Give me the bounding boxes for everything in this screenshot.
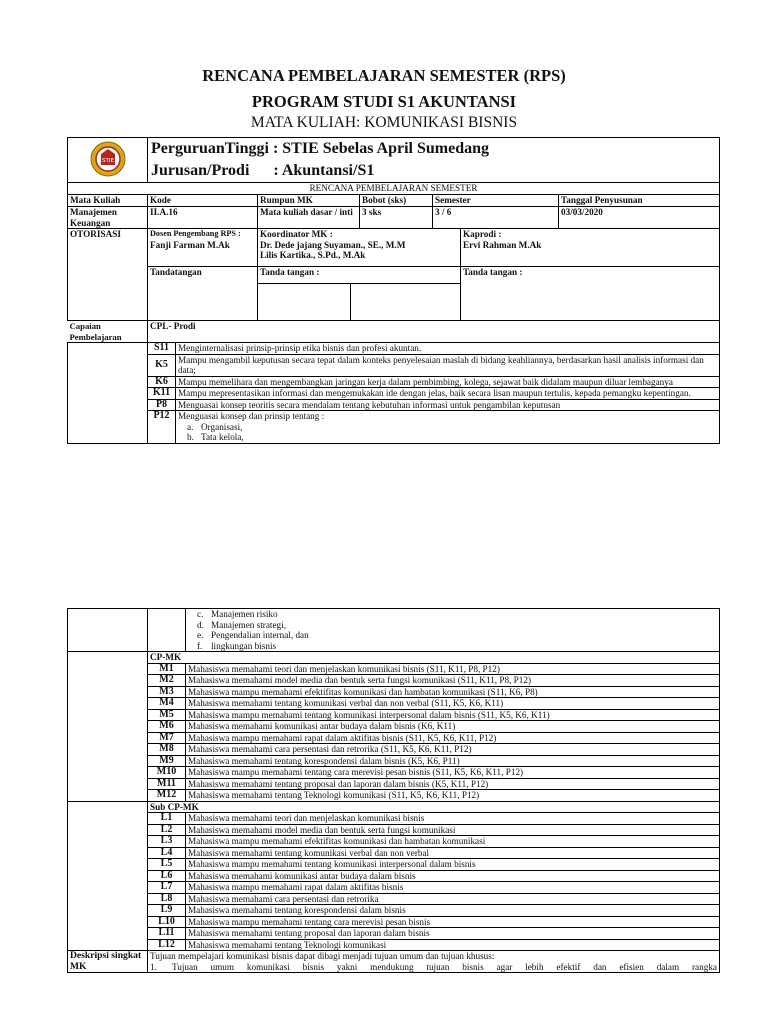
subcpmk-row	[68, 939, 720, 951]
subcpmk-text: Mahasiswa memahami teori dan menjelaskan komunikasi bisnis	[186, 813, 720, 825]
cpmk-text: Mahasiswa mampu memahami tentang cara merevisi pesan bisnis (S11, K5, K6, K11, P12)	[186, 767, 720, 779]
cpl-row	[68, 376, 720, 388]
subcpmk-code: L7	[148, 882, 186, 894]
deskripsi-line-2: 1. Tujuan umum komunikasi bisnis yakni mendukung tujuan bisnis agar lebih efektif dan efisien dalam rangka	[150, 961, 717, 972]
cpmk-text: Mahasiswa memahami komunikasi antar budaya dalam bisnis (K6, K11)	[186, 721, 720, 733]
cpmk-row	[68, 790, 720, 802]
p12-left-blank	[68, 609, 148, 652]
cpmk-left-blank	[68, 652, 148, 802]
td-rumpun: Mata kuliah dasar / inti	[258, 207, 360, 229]
subcpmk-code: L3	[148, 836, 186, 848]
cpmk-text: Mahasiswa memahami tentang proposal dan laporan dalam bisnis (K5, K11, P12)	[186, 778, 720, 790]
subcpmk-text: Mahasiswa mampu memahami efektifitas komunikasi dan hambatan komunikasi	[186, 836, 720, 848]
koordinator-cell	[258, 229, 461, 267]
th-tanggal: Tanggal Penyusunan	[559, 195, 720, 207]
course-title: MATA KULIAH: KOMUNIKASI BISNIS	[250, 114, 518, 131]
logo-text: STIE	[101, 157, 114, 164]
cpmk-row	[68, 767, 720, 779]
cpmk-code: M6	[148, 721, 186, 733]
cpmk-text: Mahasiswa mampu memahami tentang komunikasi interpersonal dalam bisnis (S11, K5, K6, K11)	[186, 709, 720, 721]
dosen-cell	[148, 229, 258, 267]
cpmk-row	[68, 698, 720, 710]
institution-name: PerguruanTinggi : STIE Sebelas April Sumedang	[151, 140, 489, 157]
cpl-row	[68, 411, 720, 444]
cpl-group-label: CPL- Prodi	[148, 321, 720, 343]
cpmk-code: M4	[148, 698, 186, 710]
cpmk-text: Mahasiswa memahami tentang komunikasi verbal dan non verbal (S11, K5, K6, K11)	[186, 698, 720, 710]
cpl-text: Menginternalisasi prinsip-prinsip etika bisnis dan profesi akuntan.	[176, 343, 720, 355]
subcpmk-header-row	[68, 801, 720, 813]
cpl-code: K6	[148, 376, 176, 388]
subcpmk-code: L12	[148, 939, 186, 951]
koordinator-name-2: Lilis Kartika., S.Pd., M.Ak	[260, 250, 366, 260]
p12-sub-item: d. Manajemen strategi,	[197, 619, 287, 630]
cpl-code: P12	[148, 411, 176, 444]
cpl-header-row	[68, 321, 720, 343]
signature-box-2	[351, 284, 460, 320]
cpl-code: S11	[148, 343, 176, 355]
subcpmk-row	[68, 836, 720, 848]
cpmk-row	[68, 675, 720, 687]
deskripsi-text	[148, 951, 720, 973]
p12-continued	[186, 609, 720, 652]
program-title: PROGRAM STUDI S1 AKUNTANSI	[251, 92, 517, 111]
cpmk-text: Mahasiswa memahami tentang Teknologi komunikasi (S11, K5, K6, K11, P12)	[186, 790, 720, 802]
th-bobot: Bobot (sks)	[360, 195, 433, 207]
cpmk-text: Mahasiswa memahami cara persentasi dan retrorika (S11, K5, K6, K11, P12)	[186, 744, 720, 756]
cpmk-row	[68, 721, 720, 733]
course-value-row	[68, 207, 720, 229]
cpmk-label: CP-MK	[148, 652, 720, 664]
cpl-code: P8	[148, 399, 176, 411]
institution-cell	[148, 138, 720, 183]
cpmk-code: M12	[148, 790, 186, 802]
subcpmk-code: L5	[148, 859, 186, 871]
signature-dosen: Tandatangan	[148, 267, 258, 321]
cpmk-text: Mahasiswa memahami model media dan bentuk serta fungsi komunikasi (S11, K11, P8, P12)	[186, 675, 720, 687]
logo-cell	[68, 138, 148, 183]
subcpmk-text: Mahasiswa mampu memahami tentang komunikasi interpersonal dalam bisnis	[186, 859, 720, 871]
kaprodi-cell	[461, 229, 720, 267]
subcpmk-row	[68, 928, 720, 940]
p12-sub-item: e. Pengendalian internal, dan	[197, 630, 309, 640]
cpl-row	[68, 343, 720, 355]
cpmk-code: M8	[148, 744, 186, 756]
p12-sub-item: c. Manajemen risiko	[197, 609, 278, 619]
cpl-text: Menguasai konsep dan prinsip tentang :	[178, 411, 325, 421]
p12-sub-item: a. Organisasi,	[187, 421, 243, 432]
cpmk-code: M2	[148, 675, 186, 687]
p12-code-blank	[148, 609, 186, 652]
deskripsi-line-1: Tujuan mempelajari komunikasi bisnis dapat dibagi menjadi tujuan umum dan tujuan khusus:	[150, 951, 495, 961]
subcpmk-row	[68, 882, 720, 894]
cpmk-text: Mahasiswa mampu memahami efektifitas komunikasi dan hambatan komunikasi (S11, K6, P8)	[186, 686, 720, 698]
deskripsi-label: Deskripsi singkat MK	[68, 951, 148, 973]
subcpmk-row	[68, 870, 720, 882]
cpmk-row	[68, 732, 720, 744]
rps-subtitle: RENCANA PEMBELAJARAN SEMESTER	[68, 183, 720, 195]
subcpmk-row	[68, 893, 720, 905]
signature-koordinator-label: Tanda tangan :	[260, 267, 320, 277]
subcpmk-text: Mahasiswa memahami model media dan bentuk serta fungsi komunikasi	[186, 824, 720, 836]
cpmk-code: M5	[148, 709, 186, 721]
cpmk-code: M1	[148, 663, 186, 675]
kaprodi-label: Kaprodi :	[463, 229, 502, 239]
subcpmk-code: L10	[148, 916, 186, 928]
cpmk-code: M11	[148, 778, 186, 790]
course-header-row	[68, 195, 720, 207]
cpl-text: Mampu mepresentasikan informasi dan mengemukakan ide dengan jelas, baik secara lisan maupun tertulis, kepada pemangku kepentingan.	[176, 388, 720, 400]
cpmk-row	[68, 755, 720, 767]
dosen-name: Fanji Farman M.Ak	[150, 239, 230, 250]
signature-box-1	[258, 284, 351, 320]
th-semester: Semester	[433, 195, 559, 207]
cpmk-row	[68, 709, 720, 721]
cpl-text: Mampu mengambil keputusan secara tepat dalam konteks penyelesaian maslah di bidang keahliannya, berdasarkan hasil analisis informasi dan data;	[176, 354, 720, 376]
p12-sub-item: b. Tata kelola,	[187, 432, 244, 442]
subcpmk-text: Mahasiswa memahami komunikasi antar budaya dalam bisnis	[186, 870, 720, 882]
koordinator-name-1: Dr. Dede jajang Suyaman., SE., M.M	[260, 239, 406, 250]
td-bobot: 3 sks	[360, 207, 433, 229]
cpmk-code: M7	[148, 732, 186, 744]
doc-title: RENCANA PEMBELAJARAN SEMESTER (RPS)	[202, 66, 566, 85]
subcpmk-left-blank	[68, 801, 148, 951]
signature-kaprodi: Tanda tangan :	[461, 267, 720, 321]
cpl-code: K5	[148, 354, 176, 376]
cpmk-code: M3	[148, 686, 186, 698]
th-kode: Kode	[148, 195, 258, 207]
cpmk-row	[68, 686, 720, 698]
dosen-label: Dosen Pengembang RPS :	[150, 229, 241, 238]
rps-table-page2	[67, 608, 720, 973]
cpl-text: Menguasai konsep teoritis secara mendalam tentang kebutuhan informasi untuk pengambilan keputusan	[176, 399, 720, 411]
subcpmk-text: Mahasiswa memahami tentang Teknologi komunikasi	[186, 939, 720, 951]
subcpmk-code: L4	[148, 847, 186, 859]
subcpmk-row	[68, 916, 720, 928]
td-tanggal: 03/03/2020	[559, 207, 720, 229]
cp-left-blank	[68, 343, 148, 444]
cpmk-code: M9	[148, 755, 186, 767]
p12-sub-item: f. lingkungan bisnis	[197, 640, 277, 651]
subcpmk-code: L11	[148, 928, 186, 940]
cpl-row	[68, 388, 720, 400]
rps-table-page1	[67, 137, 720, 444]
otorisasi-label: OTORISASI	[68, 229, 148, 321]
td-semester: 3 / 6	[433, 207, 559, 229]
subcpmk-text: Mahasiswa memahami tentang korespondensi dalam bisnis	[186, 905, 720, 917]
signature-koordinator	[258, 267, 461, 321]
subcpmk-row	[68, 859, 720, 871]
cpmk-row	[68, 663, 720, 675]
cpmk-text: Mahasiswa mampu memahami rapat dalam aktifitas bisnis (S11, K5, K6, K11, P12)	[186, 732, 720, 744]
td-mata-kuliah: Manajemen Keuangan	[68, 207, 148, 229]
cpl-row	[68, 399, 720, 411]
td-kode: II.A.16	[148, 207, 258, 229]
prodi-name: Jurusan/Prodi : Akuntansi/S1	[151, 162, 375, 179]
subcpmk-text: Mahasiswa mampu memahami rapat dalam aktifitas bisnis	[186, 882, 720, 894]
subcpmk-code: L8	[148, 893, 186, 905]
cpmk-text: Mahasiswa memahami teori dan menjelaskan komunikasi bisnis (S11, K11, P8, P12)	[186, 663, 720, 675]
subcpmk-label: Sub CP-MK	[148, 801, 720, 813]
cpl-text: Mampu memelihara dan mengembangkan jaringan kerja dalam pembimbing, kolega, sejawat baik didalam maupun diluar lembaganya	[176, 376, 720, 388]
subcpmk-code: L9	[148, 905, 186, 917]
cpmk-header-row	[68, 652, 720, 664]
subcpmk-code: L6	[148, 870, 186, 882]
cpmk-code: M10	[148, 767, 186, 779]
subcpmk-row	[68, 905, 720, 917]
subcpmk-row	[68, 824, 720, 836]
subcpmk-text: Mahasiswa memahami tentang komunikasi verbal dan non verbal	[186, 847, 720, 859]
subcpmk-row	[68, 813, 720, 825]
koordinator-label: Koordinator MK :	[260, 229, 333, 239]
subcpmk-text: Mahasiswa mampu memahami tentang cara merevisi pesan bisnis	[186, 916, 720, 928]
th-mata-kuliah: Mata Kuliah	[68, 195, 148, 207]
subcpmk-code: L1	[148, 813, 186, 825]
subcpmk-text: Mahasiswa memahami tentang proposal dan laporan dalam bisnis	[186, 928, 720, 940]
subcpmk-row	[68, 847, 720, 859]
cpmk-row	[68, 778, 720, 790]
cpl-code: K11	[148, 388, 176, 400]
th-rumpun: Rumpun MK	[258, 195, 360, 207]
cpl-text-p12	[176, 411, 720, 444]
kaprodi-name: Ervi Rahman M.Ak	[463, 239, 542, 250]
subcpmk-code: L2	[148, 824, 186, 836]
cpmk-text: Mahasiswa memahami tentang korespondensi dalam bisnis (K5, K6, P11)	[186, 755, 720, 767]
cpl-row	[68, 354, 720, 376]
signature-boxes	[258, 283, 460, 320]
subcpmk-text: Mahasiswa memahami cara persentasi dan retrorika	[186, 893, 720, 905]
cpmk-row	[68, 744, 720, 756]
cp-section-label: Capaian Pembelajaran	[68, 321, 148, 343]
signature-row	[68, 267, 720, 321]
otorisasi-row	[68, 229, 720, 267]
institution-logo-icon	[88, 140, 128, 178]
p12-continued-row	[68, 609, 720, 652]
deskripsi-row	[68, 951, 720, 973]
